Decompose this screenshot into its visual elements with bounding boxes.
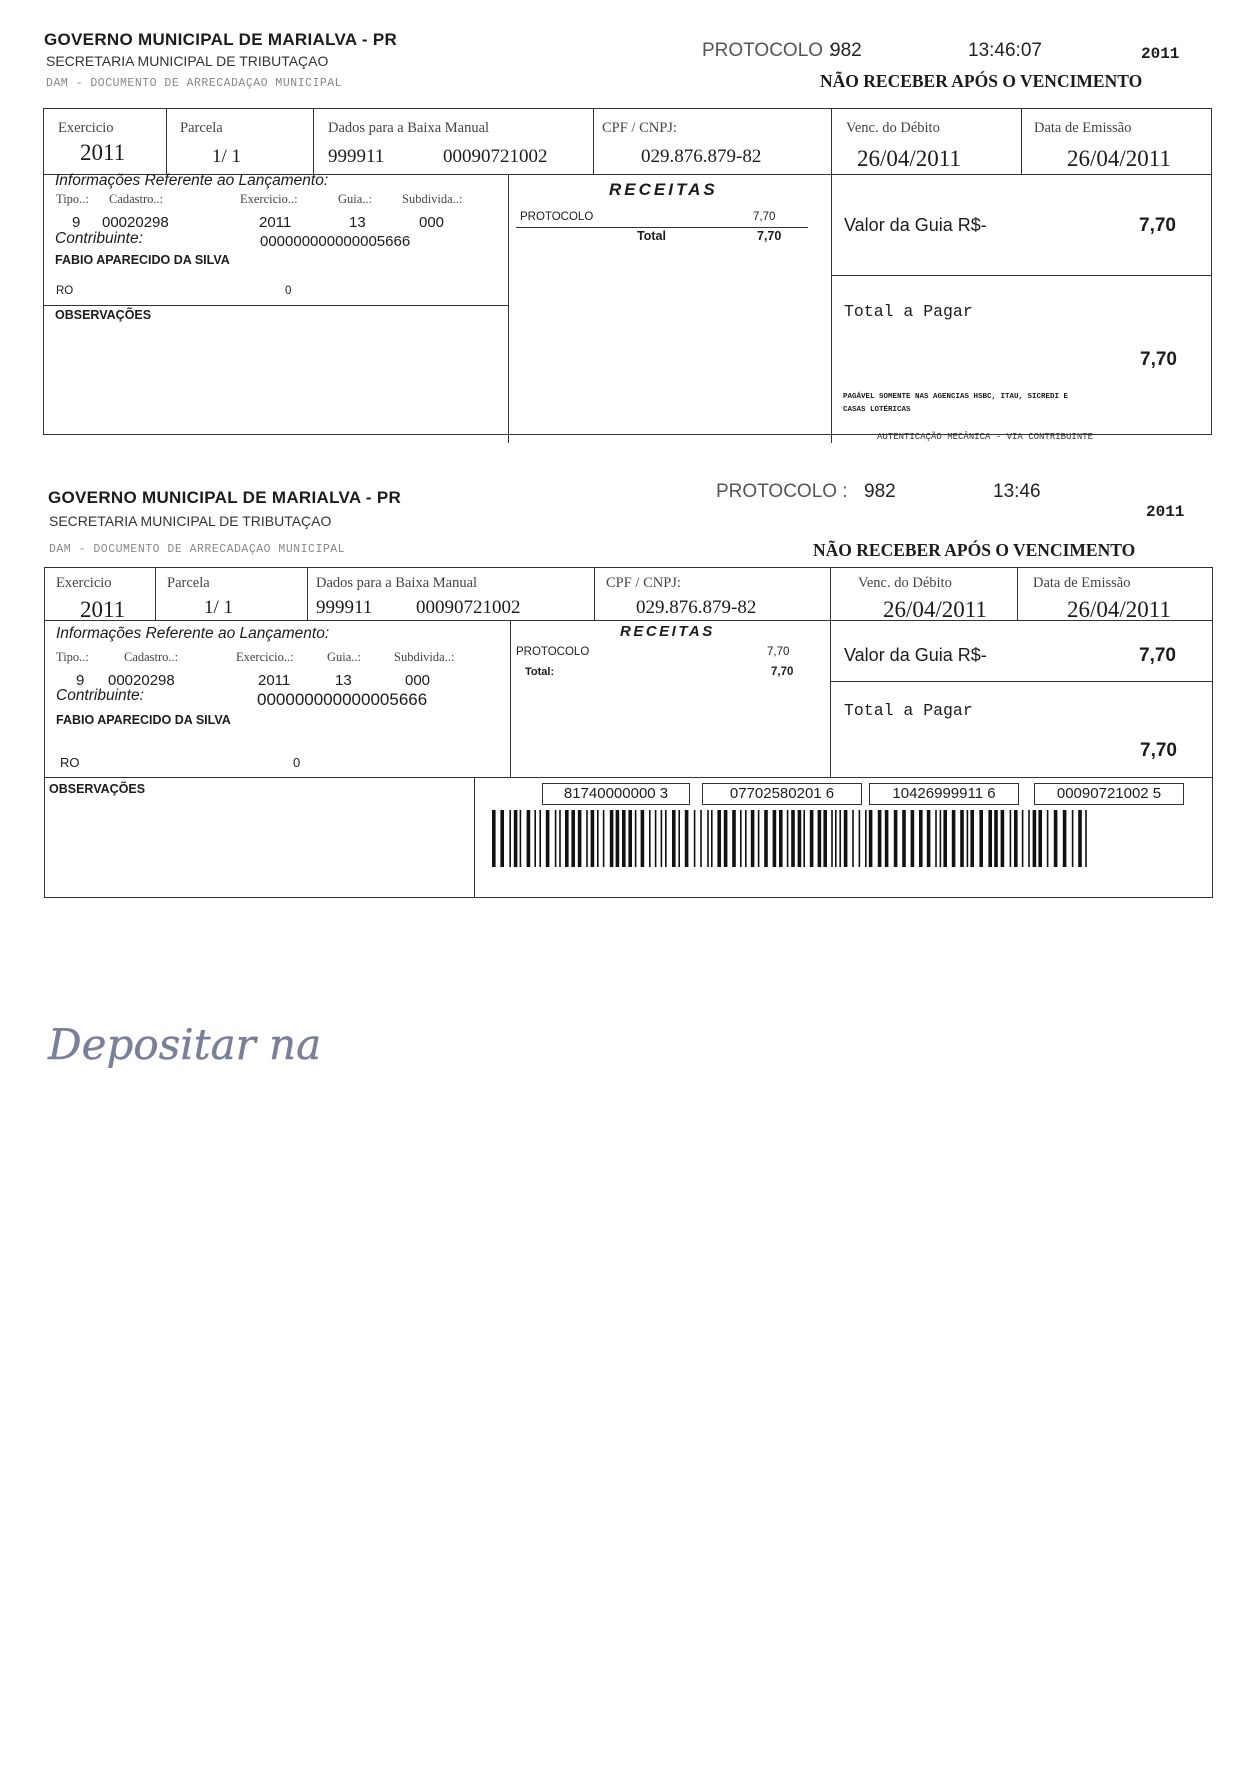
barcode-bar xyxy=(865,810,867,867)
barcode-bar xyxy=(852,810,854,867)
gov-title-2: GOVERNO MUNICIPAL DE MARIALVA - PR xyxy=(48,488,402,507)
barcode-bar xyxy=(500,810,504,867)
header-year: 2011 xyxy=(1141,45,1180,63)
barcode-bar xyxy=(527,810,531,867)
barcode-bar xyxy=(571,810,575,867)
exercicio-info-value: 2011 xyxy=(259,214,292,231)
cpf-value: 029.876.879-82 xyxy=(641,146,762,167)
barcode-bar xyxy=(539,810,541,867)
gov-title: GOVERNO MUNICIPAL DE MARIALVA - PR xyxy=(44,30,398,49)
barcode-bar xyxy=(1085,810,1087,867)
barcode-bar xyxy=(649,810,651,867)
guia-value-2: 13 xyxy=(335,672,352,689)
payment-barcode xyxy=(490,810,1096,867)
receita-item-value-2: 7,70 xyxy=(767,646,790,658)
exercicio-value: 2011 xyxy=(80,140,126,165)
baixa-code-b: 00090721002 xyxy=(443,146,548,167)
pagavel-notice-line1: PAGÁVEL SOMENTE NAS AGENCIAS HSBC, ITAU, SICREDI E xyxy=(843,393,1069,401)
barcode-bar xyxy=(979,810,983,867)
barcode-bar xyxy=(711,810,713,867)
barcode-bar xyxy=(967,810,969,867)
barcode-bar xyxy=(745,810,747,867)
protocolo-number: 982 xyxy=(830,40,862,61)
barcode-bar xyxy=(641,810,645,867)
guia-header: Guia..: xyxy=(338,192,373,206)
exercicio-label-2: Exercicio xyxy=(56,575,112,591)
ro-value: 0 xyxy=(285,285,292,297)
barcode-bar xyxy=(791,810,795,867)
barcode-bar xyxy=(628,810,632,867)
parcela-label: Parcela xyxy=(180,120,223,136)
barcode-bar xyxy=(707,810,709,867)
barcode-group-2: 07702580201 6 xyxy=(702,783,862,805)
barcode-bar xyxy=(758,810,760,867)
barcode-bar xyxy=(546,810,550,867)
receita-item-value: 7,70 xyxy=(753,211,776,223)
barcode-bar xyxy=(655,810,657,867)
barcode-bar xyxy=(835,810,837,867)
pagavel-notice-line2: CASAS LOTÉRICAS xyxy=(843,406,911,414)
protocolo-label: PROTOCOLO : xyxy=(702,40,834,61)
observacoes-label: OBSERVAÇÕES xyxy=(55,308,152,322)
barcode-bar xyxy=(787,810,789,867)
nao-receber-notice-2: NÃO RECEBER APÓS O VENCIMENTO xyxy=(813,540,1136,560)
exercicio-info-value-2: 2011 xyxy=(258,672,291,689)
barcode-bar xyxy=(943,810,947,867)
header-year-2: 2011 xyxy=(1146,503,1185,521)
protocolo-time: 13:46:07 xyxy=(968,40,1042,61)
baixa-manual-label-2: Dados para a Baixa Manual xyxy=(316,575,478,591)
total-pagar-amount-2: 7,70 xyxy=(1140,740,1177,761)
protocolo-number-2: 982 xyxy=(864,481,896,502)
secretaria-name: SECRETARIA MUNICIPAL DE TRIBUTAÇAO xyxy=(46,53,329,69)
barcode-bar xyxy=(732,810,736,867)
parcela-value-2: 1/ 1 xyxy=(204,597,234,618)
valor-guia-amount-2: 7,70 xyxy=(1139,645,1176,666)
barcode-bar xyxy=(831,810,833,867)
dam-label-2: DAM - DOCUMENTO DE ARRECADAÇAO MUNICIPAL xyxy=(49,543,346,556)
barcode-bar xyxy=(591,810,595,867)
info-lancamento-label-2: Informações Referente ao Lançamento: xyxy=(56,625,330,642)
barcode-bar xyxy=(798,810,802,867)
emissao-value: 26/04/2011 xyxy=(1067,146,1171,171)
barcode-bar xyxy=(622,810,626,867)
barcode-bar xyxy=(751,810,755,867)
receitas-title-2: RECEITAS xyxy=(620,623,715,640)
emissao-label-2: Data de Emissão xyxy=(1033,575,1131,591)
info-lancamento-label: Informações Referente ao Lançamento: xyxy=(55,172,329,189)
tipo-value: 9 xyxy=(72,214,81,231)
barcode-bar xyxy=(610,810,614,867)
exercicio-header: Exercicio..: xyxy=(240,192,298,206)
valor-guia-amount: 7,70 xyxy=(1139,215,1176,236)
barcode-bar xyxy=(665,810,667,867)
barcode-bar xyxy=(859,810,861,867)
barcode-bar xyxy=(1063,810,1067,867)
dam-label: DAM - DOCUMENTO DE ARRECADAÇAO MUNICIPAL xyxy=(46,77,343,90)
receita-item-label: PROTOCOLO xyxy=(520,211,594,223)
handwritten-note xyxy=(44,1003,344,1083)
contribuinte-name: FABIO APARECIDO DA SILVA xyxy=(55,253,230,267)
tipo-header: Tipo..: xyxy=(56,192,89,206)
barcode-bar xyxy=(520,810,522,867)
cpf-value-2: 029.876.879-82 xyxy=(636,597,757,618)
barcode-bar xyxy=(1014,810,1018,867)
tipo-value-2: 9 xyxy=(76,672,85,689)
barcode-bar xyxy=(869,810,873,867)
valor-guia-label-2: Valor da Guia R$- xyxy=(844,645,987,665)
barcode-bar xyxy=(1038,810,1042,867)
barcode-bar xyxy=(1022,810,1024,867)
barcode-bar xyxy=(764,810,768,867)
barcode-bar xyxy=(635,810,637,867)
cadastro-header: Cadastro..: xyxy=(109,192,164,206)
total-pagar-label-2: Total a Pagar xyxy=(844,701,973,720)
valor-guia-label: Valor da Guia R$- xyxy=(844,215,987,235)
barcode-bar xyxy=(994,810,998,867)
subdivida-header-2: Subdivida..: xyxy=(394,650,455,664)
guia-header-2: Guia..: xyxy=(327,650,362,664)
nao-receber-notice: NÃO RECEBER APÓS O VENCIMENTO xyxy=(820,71,1143,91)
barcode-bar xyxy=(818,810,822,867)
barcode-group-3: 10426999911 6 xyxy=(869,783,1019,805)
barcode-bar xyxy=(534,810,536,867)
vencimento-label: Venc. do Débito xyxy=(846,120,940,136)
barcode-bar xyxy=(1047,810,1049,867)
barcode-bar xyxy=(919,810,923,867)
contribuinte-label-2: Contribuinte: xyxy=(56,687,144,704)
barcode-group-1: 81740000000 3 xyxy=(542,783,690,805)
barcode-bar xyxy=(509,810,511,867)
barcode-bar xyxy=(988,810,992,867)
protocolo-label-2: PROTOCOLO : xyxy=(716,481,848,502)
barcode-bar xyxy=(685,810,689,867)
barcode-bar xyxy=(717,810,721,867)
ro-label: RO xyxy=(56,285,74,297)
baixa-manual-label: Dados para a Baixa Manual xyxy=(328,120,490,136)
tipo-header-2: Tipo..: xyxy=(56,650,89,664)
handwritten-note-text: Depositar na xyxy=(48,1020,322,1069)
barcode-bar xyxy=(970,810,974,867)
barcode-bar xyxy=(1001,810,1005,867)
barcode-bar xyxy=(952,810,956,867)
receitas-title: RECEITAS xyxy=(609,180,718,199)
barcode-bar xyxy=(492,810,496,867)
receita-total-value: 7,70 xyxy=(757,229,782,243)
cadastro-value-2: 00020298 xyxy=(108,672,175,689)
baixa-code-a: 999911 xyxy=(328,146,385,167)
vencimento-label-2: Venc. do Débito xyxy=(858,575,952,591)
barcode-bar xyxy=(911,810,915,867)
barcode-group-4: 00090721002 5 xyxy=(1034,783,1184,805)
subdivida-value: 000 xyxy=(419,214,445,231)
barcode-bar xyxy=(878,810,882,867)
autenticacao-mecanica: AUTENTICAÇÃO MECÂNICA - VIA CONTRIBUINTE xyxy=(877,432,1094,442)
parcela-label-2: Parcela xyxy=(167,575,210,591)
receita-total-label-2: Total: xyxy=(525,666,555,678)
barcode-bar xyxy=(555,810,557,867)
vencimento-value: 26/04/2011 xyxy=(857,146,961,171)
barcode-bar xyxy=(894,810,898,867)
barcode-bar xyxy=(839,810,841,867)
ro-label-2: RO xyxy=(60,755,80,770)
cadastro-value: 00020298 xyxy=(102,214,169,231)
barcode-bar xyxy=(1010,810,1012,867)
barcode-bar xyxy=(935,810,937,867)
emissao-value-2: 26/04/2011 xyxy=(1067,597,1171,622)
emissao-label: Data de Emissão xyxy=(1034,120,1132,136)
exercicio-value-2: 2011 xyxy=(80,597,126,622)
barcode-bar xyxy=(597,810,599,867)
barcode-bar xyxy=(810,810,814,867)
barcode-bar xyxy=(902,810,906,867)
barcode-bar xyxy=(823,810,827,867)
barcode-bar xyxy=(700,810,702,867)
barcode-bar xyxy=(1054,810,1058,867)
contribuinte-code-2: 000000000000005666 xyxy=(257,690,428,709)
contribuinte-code: 000000000000005666 xyxy=(260,233,411,250)
guia-value: 13 xyxy=(349,214,366,231)
barcode-bar xyxy=(565,810,569,867)
barcode-bar xyxy=(773,810,777,867)
contribuinte-label: Contribuinte: xyxy=(55,230,143,247)
receita-item-label-2: PROTOCOLO xyxy=(516,646,590,658)
barcode-bar xyxy=(803,810,805,867)
exercicio-label: Exercicio xyxy=(58,120,114,136)
barcode-bar xyxy=(779,810,783,867)
barcode-bar xyxy=(694,810,696,867)
vencimento-value-2: 26/04/2011 xyxy=(883,597,987,622)
barcode-bar xyxy=(740,810,742,867)
total-pagar-label: Total a Pagar xyxy=(844,302,973,321)
barcode-bar xyxy=(672,810,676,867)
barcode-bar xyxy=(514,810,518,867)
observacoes-label-2: OBSERVAÇÕES xyxy=(49,782,146,796)
barcode-bar xyxy=(1078,810,1082,867)
subdivida-value-2: 000 xyxy=(405,672,431,689)
contribuinte-name-2: FABIO APARECIDO DA SILVA xyxy=(56,713,231,727)
barcode-bar xyxy=(940,810,942,867)
barcode-bar xyxy=(1072,810,1074,867)
barcode-bar xyxy=(603,810,605,867)
barcode-bar xyxy=(1028,810,1030,867)
barcode-bar xyxy=(678,810,680,867)
cpf-label-2: CPF / CNPJ: xyxy=(606,575,681,591)
subdivida-header: Subdivida..: xyxy=(402,192,463,206)
receita-total-label: Total xyxy=(637,229,666,243)
barcode-bar xyxy=(586,810,588,867)
barcode-bar xyxy=(661,810,663,867)
barcode-bar xyxy=(559,810,561,867)
secretaria-name-2: SECRETARIA MUNICIPAL DE TRIBUTAÇAO xyxy=(49,513,332,529)
barcode-bar xyxy=(724,810,728,867)
barcode-bar xyxy=(616,810,620,867)
total-pagar-amount: 7,70 xyxy=(1140,349,1177,370)
barcode-bar xyxy=(578,810,582,867)
barcode-bar xyxy=(960,810,964,867)
receita-total-value-2: 7,70 xyxy=(771,666,794,678)
barcode-bar xyxy=(844,810,848,867)
parcela-value: 1/ 1 xyxy=(212,146,242,167)
baixa-code-b-2: 00090721002 xyxy=(416,597,521,618)
cadastro-header-2: Cadastro..: xyxy=(124,650,179,664)
ro-value-2: 0 xyxy=(293,755,301,770)
baixa-code-a-2: 999911 xyxy=(316,597,373,618)
cpf-label: CPF / CNPJ: xyxy=(602,120,677,136)
barcode-bar xyxy=(885,810,889,867)
barcode-bar xyxy=(927,810,931,867)
protocolo-time-2: 13:46 xyxy=(993,481,1041,502)
exercicio-header-2: Exercicio..: xyxy=(236,650,294,664)
barcode-bar xyxy=(1033,810,1037,867)
